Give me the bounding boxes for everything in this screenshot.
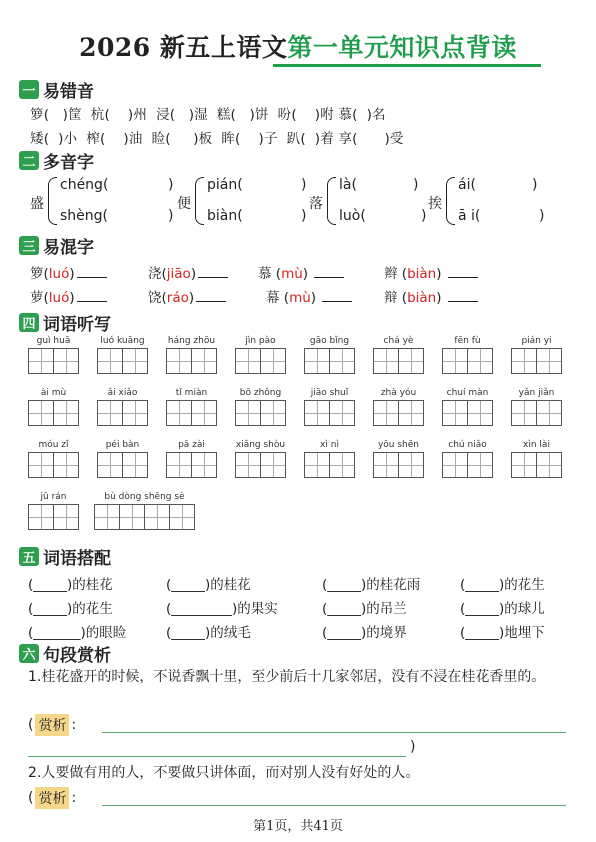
hunzi-char: 辫 bbox=[384, 266, 398, 282]
writing-cell[interactable] bbox=[442, 452, 468, 478]
dictation-cells bbox=[373, 400, 423, 426]
analysis-tag: 赏析 bbox=[35, 714, 69, 736]
dictation-pinyin: péi bàn bbox=[105, 440, 140, 450]
duoyin-py-1a: chéng( bbox=[60, 177, 109, 193]
writing-cell[interactable] bbox=[166, 400, 192, 426]
dictation-pinyin: háng zhōu bbox=[167, 336, 216, 346]
writing-cell[interactable] bbox=[442, 400, 468, 426]
section-header-4 bbox=[19, 311, 111, 333]
duoyin-char-3: 落 bbox=[309, 196, 323, 212]
page-footer: 第1页，共41页 bbox=[253, 819, 343, 834]
dictation-cells bbox=[28, 452, 78, 478]
duoyin-py-2b: biàn( bbox=[207, 208, 243, 224]
answer-line[interactable] bbox=[28, 756, 406, 757]
writing-cell[interactable] bbox=[329, 452, 355, 478]
dictation-pinyin: xiǎng shòu bbox=[235, 440, 286, 450]
hunzi-pinyin: biàn bbox=[407, 290, 437, 306]
hunzi-char: 饶 bbox=[148, 290, 162, 306]
dictation-pinyin: ài mù bbox=[40, 388, 67, 398]
dapei-item: (_____)的花生 bbox=[28, 601, 113, 617]
close-paren: ) bbox=[301, 177, 307, 193]
section-label: 多音字 bbox=[43, 152, 94, 173]
writing-cell[interactable] bbox=[235, 348, 261, 374]
dictation-cells bbox=[442, 452, 492, 478]
dictation-pinyin: bō zhǒng bbox=[239, 388, 282, 398]
duoyin-py-4b: ā i( bbox=[458, 208, 481, 224]
writing-cell[interactable] bbox=[122, 348, 148, 374]
close-paren: ) bbox=[532, 177, 538, 193]
writing-cell[interactable] bbox=[329, 400, 355, 426]
dapei-item: (_____)的桂花 bbox=[28, 577, 113, 593]
dictation-cells bbox=[235, 348, 285, 374]
dictation-cells bbox=[97, 400, 147, 426]
writing-cell[interactable] bbox=[191, 452, 217, 478]
dictation-cells bbox=[304, 348, 354, 374]
dictation-pinyin: bù dòng shēng sè bbox=[104, 492, 185, 502]
hunzi-pinyin: mù bbox=[281, 266, 303, 282]
writing-cell[interactable] bbox=[97, 400, 123, 426]
dapei-item: (_____)的桂花 bbox=[166, 577, 251, 593]
close-paren: ) bbox=[421, 208, 427, 224]
dictation-pinyin: xì nì bbox=[320, 440, 339, 450]
writing-cell[interactable] bbox=[97, 348, 123, 374]
writing-cell[interactable] bbox=[467, 348, 493, 374]
writing-cell[interactable] bbox=[28, 504, 54, 530]
cuoyin-line-2: 矮( )小 榨( )油 睑( )板 眸( )子 趴( )着 享( )受 bbox=[30, 131, 404, 147]
dictation-cells bbox=[442, 348, 492, 374]
writing-cell[interactable] bbox=[398, 400, 424, 426]
dictation-cells bbox=[28, 348, 78, 374]
writing-cell[interactable] bbox=[467, 452, 493, 478]
writing-cell[interactable] bbox=[235, 400, 261, 426]
close-paren: ) bbox=[413, 177, 419, 193]
section-number: 一 bbox=[19, 80, 39, 99]
dictation-cells bbox=[166, 400, 216, 426]
section-header-5 bbox=[19, 545, 111, 567]
writing-cell[interactable] bbox=[119, 504, 145, 530]
answer-prompt-2 bbox=[28, 787, 76, 809]
dictation-cells bbox=[304, 452, 354, 478]
writing-cell[interactable] bbox=[260, 452, 286, 478]
dapei-item: (_____)的球儿 bbox=[460, 601, 545, 617]
writing-cell[interactable] bbox=[94, 504, 120, 530]
colon: : bbox=[71, 717, 77, 733]
hunzi-char: 萝 bbox=[30, 290, 44, 306]
dictation-pinyin: jìn pào bbox=[245, 336, 276, 346]
hunzi-item: 箩(luó) bbox=[30, 262, 107, 282]
writing-cell[interactable] bbox=[191, 400, 217, 426]
dictation-cells bbox=[28, 400, 78, 426]
section-header-6 bbox=[19, 642, 111, 664]
dictation-cells bbox=[511, 400, 561, 426]
writing-cell[interactable] bbox=[536, 452, 562, 478]
dictation-pinyin: pā zài bbox=[178, 440, 205, 450]
dapei-item: (_____)的境界 bbox=[322, 625, 407, 641]
dapei-item: (_____)的花生 bbox=[460, 577, 545, 593]
writing-cell[interactable] bbox=[442, 348, 468, 374]
section-header-3 bbox=[19, 234, 94, 256]
writing-cell[interactable] bbox=[511, 400, 537, 426]
dictation-cells bbox=[28, 504, 78, 530]
hunzi-item: 辩 (biàn) bbox=[384, 286, 478, 306]
dapei-item: (_________)的果实 bbox=[166, 601, 278, 617]
close-paren: ) bbox=[168, 177, 174, 193]
dapei-item: (_____)的桂花雨 bbox=[322, 577, 421, 593]
dictation-cells bbox=[235, 400, 285, 426]
duoyin-py-3b: luò( bbox=[339, 208, 366, 224]
section-number: 六 bbox=[19, 644, 39, 663]
section-label: 句段赏析 bbox=[43, 645, 111, 666]
writing-cell[interactable] bbox=[467, 400, 493, 426]
writing-cell[interactable] bbox=[304, 348, 330, 374]
question-2: 2.人要做有用的人，不要做只讲体面，而对别人没有好处的人。 bbox=[28, 765, 420, 781]
hunzi-char: 浇 bbox=[148, 266, 162, 282]
title-underline bbox=[273, 64, 541, 67]
answer-prompt-1 bbox=[28, 714, 76, 736]
writing-cell[interactable] bbox=[53, 504, 79, 530]
hunzi-item: 浇(jiāo) bbox=[148, 262, 228, 282]
writing-cell[interactable] bbox=[191, 348, 217, 374]
hunzi-char: 慕 bbox=[258, 266, 272, 282]
dictation-cells bbox=[97, 452, 147, 478]
duoyin-py-1b: shèng( bbox=[60, 208, 109, 224]
dictation-pinyin: luó kuāng bbox=[100, 336, 145, 346]
dictation-pinyin: yǎn jiǎn bbox=[518, 388, 555, 398]
duoyin-py-4a: ái( bbox=[458, 177, 476, 193]
writing-cell[interactable] bbox=[536, 348, 562, 374]
writing-cell[interactable] bbox=[122, 452, 148, 478]
section-number: 三 bbox=[19, 236, 39, 255]
dictation-cells bbox=[442, 400, 492, 426]
writing-cell[interactable] bbox=[28, 400, 54, 426]
writing-cell[interactable] bbox=[511, 452, 537, 478]
hunzi-item: 幕 (mù) bbox=[266, 286, 352, 306]
duoyin-char-4: 挨 bbox=[428, 196, 442, 212]
open-paren: ( bbox=[28, 790, 34, 806]
writing-cell[interactable] bbox=[28, 348, 54, 374]
close-paren: ) bbox=[410, 739, 416, 755]
title-part1: 2026 新五上语文 bbox=[79, 33, 288, 62]
hunzi-pinyin: luó bbox=[48, 290, 70, 306]
hunzi-item: 辫 (biàn) bbox=[384, 262, 478, 282]
hunzi-item: 饶(ráo) bbox=[148, 286, 226, 306]
dictation-cells bbox=[94, 504, 194, 530]
writing-cell[interactable] bbox=[144, 504, 170, 530]
answer-line[interactable] bbox=[102, 805, 566, 806]
writing-cell[interactable] bbox=[169, 504, 195, 530]
answer-line[interactable] bbox=[102, 732, 566, 733]
colon: : bbox=[71, 790, 77, 806]
duoyin-char-1: 盛 bbox=[30, 196, 44, 212]
brace-1 bbox=[48, 177, 57, 225]
writing-cell[interactable] bbox=[304, 452, 330, 478]
hunzi-char: 箩 bbox=[30, 266, 44, 282]
writing-cell[interactable] bbox=[97, 452, 123, 478]
dictation-cells bbox=[304, 400, 354, 426]
hunzi-item: 慕 (mù) bbox=[258, 262, 344, 282]
dapei-item: (_____)的吊兰 bbox=[322, 601, 407, 617]
writing-cell[interactable] bbox=[511, 348, 537, 374]
section-number: 二 bbox=[19, 151, 39, 170]
section-label: 易混字 bbox=[43, 237, 94, 258]
writing-cell[interactable] bbox=[53, 400, 79, 426]
dictation-pinyin: zhà yóu bbox=[380, 388, 417, 398]
close-paren: ) bbox=[539, 208, 545, 224]
brace-4 bbox=[446, 177, 455, 225]
section-label: 易错音 bbox=[43, 81, 94, 102]
hunzi-item: 萝(luó) bbox=[30, 286, 107, 306]
hunzi-pinyin: jiāo bbox=[166, 266, 191, 282]
section-label: 词语听写 bbox=[43, 314, 111, 335]
dictation-cells bbox=[373, 452, 423, 478]
dapei-item: (_____)地埋下 bbox=[460, 625, 545, 641]
dictation-cells bbox=[166, 452, 216, 478]
writing-cell[interactable] bbox=[304, 400, 330, 426]
section-header-1 bbox=[19, 78, 94, 100]
writing-cell[interactable] bbox=[260, 348, 286, 374]
writing-cell[interactable] bbox=[53, 348, 79, 374]
dictation-cells bbox=[166, 348, 216, 374]
writing-cell[interactable] bbox=[166, 452, 192, 478]
dictation-pinyin: gāo bǐng bbox=[309, 336, 350, 346]
writing-cell[interactable] bbox=[235, 452, 261, 478]
hunzi-char: 幕 bbox=[266, 290, 280, 306]
dictation-pinyin: chá yè bbox=[383, 336, 414, 346]
writing-cell[interactable] bbox=[28, 452, 54, 478]
writing-cell[interactable] bbox=[373, 400, 399, 426]
dictation-cells bbox=[511, 348, 561, 374]
brace-3 bbox=[327, 177, 336, 225]
page-title bbox=[0, 28, 596, 64]
dictation-pinyin: ǎi xiǎo bbox=[107, 388, 138, 398]
section-header-2 bbox=[19, 149, 94, 171]
writing-cell[interactable] bbox=[373, 348, 399, 374]
dictation-pinyin: chuí màn bbox=[446, 388, 489, 398]
dapei-item: (_____)的绒毛 bbox=[166, 625, 251, 641]
dictation-pinyin: fēn fù bbox=[454, 336, 481, 346]
writing-cell[interactable] bbox=[536, 400, 562, 426]
writing-cell[interactable] bbox=[53, 452, 79, 478]
dictation-pinyin: pián yi bbox=[521, 336, 552, 346]
section-label: 词语搭配 bbox=[43, 548, 111, 569]
dictation-cells bbox=[235, 452, 285, 478]
section-number: 五 bbox=[19, 547, 39, 566]
writing-cell[interactable] bbox=[373, 452, 399, 478]
dictation-cells bbox=[373, 348, 423, 374]
dictation-pinyin: chú niǎo bbox=[448, 440, 487, 450]
brace-2 bbox=[195, 177, 204, 225]
hunzi-pinyin: ráo bbox=[166, 290, 189, 306]
hunzi-char: 辩 bbox=[384, 290, 398, 306]
dictation-cells bbox=[97, 348, 147, 374]
dictation-pinyin: xìn lài bbox=[523, 440, 550, 450]
writing-cell[interactable] bbox=[122, 400, 148, 426]
hunzi-pinyin: luó bbox=[48, 266, 70, 282]
writing-cell[interactable] bbox=[398, 348, 424, 374]
writing-cell[interactable] bbox=[166, 348, 192, 374]
duoyin-py-3a: là( bbox=[339, 177, 357, 193]
hunzi-pinyin: mù bbox=[289, 290, 311, 306]
close-paren: ) bbox=[168, 208, 174, 224]
dictation-pinyin: jiāo shuǐ bbox=[310, 388, 349, 398]
dictation-pinyin: tǐ miàn bbox=[175, 388, 208, 398]
cuoyin-line-1: 箩( )筐 杭( )州 浸( )湿 糕( )饼 吩( )咐 慕( )名 bbox=[30, 107, 386, 123]
dictation-pinyin: yōu shēn bbox=[377, 440, 420, 450]
section-number: 四 bbox=[19, 313, 39, 332]
dictation-pinyin: jǔ rán bbox=[40, 492, 67, 502]
duoyin-char-2: 便 bbox=[177, 196, 191, 212]
open-paren: ( bbox=[28, 717, 34, 733]
analysis-tag: 赏析 bbox=[35, 787, 69, 809]
dictation-cells bbox=[511, 452, 561, 478]
dictation-pinyin: móu zǐ bbox=[38, 440, 69, 450]
writing-cell[interactable] bbox=[329, 348, 355, 374]
dictation-pinyin: guì huā bbox=[36, 336, 71, 346]
title-part2: 第一单元知识点背读 bbox=[287, 33, 517, 62]
question-1: 1.桂花盛开的时候，不说香飘十里，至少前后十几家邻居，没有不浸在桂花香里的。 bbox=[28, 669, 546, 685]
close-paren: ) bbox=[301, 208, 307, 224]
dapei-item: (_______)的眼睑 bbox=[28, 625, 127, 641]
writing-cell[interactable] bbox=[398, 452, 424, 478]
duoyin-py-2a: pián( bbox=[207, 177, 243, 193]
hunzi-pinyin: biàn bbox=[407, 266, 437, 282]
writing-cell[interactable] bbox=[260, 400, 286, 426]
